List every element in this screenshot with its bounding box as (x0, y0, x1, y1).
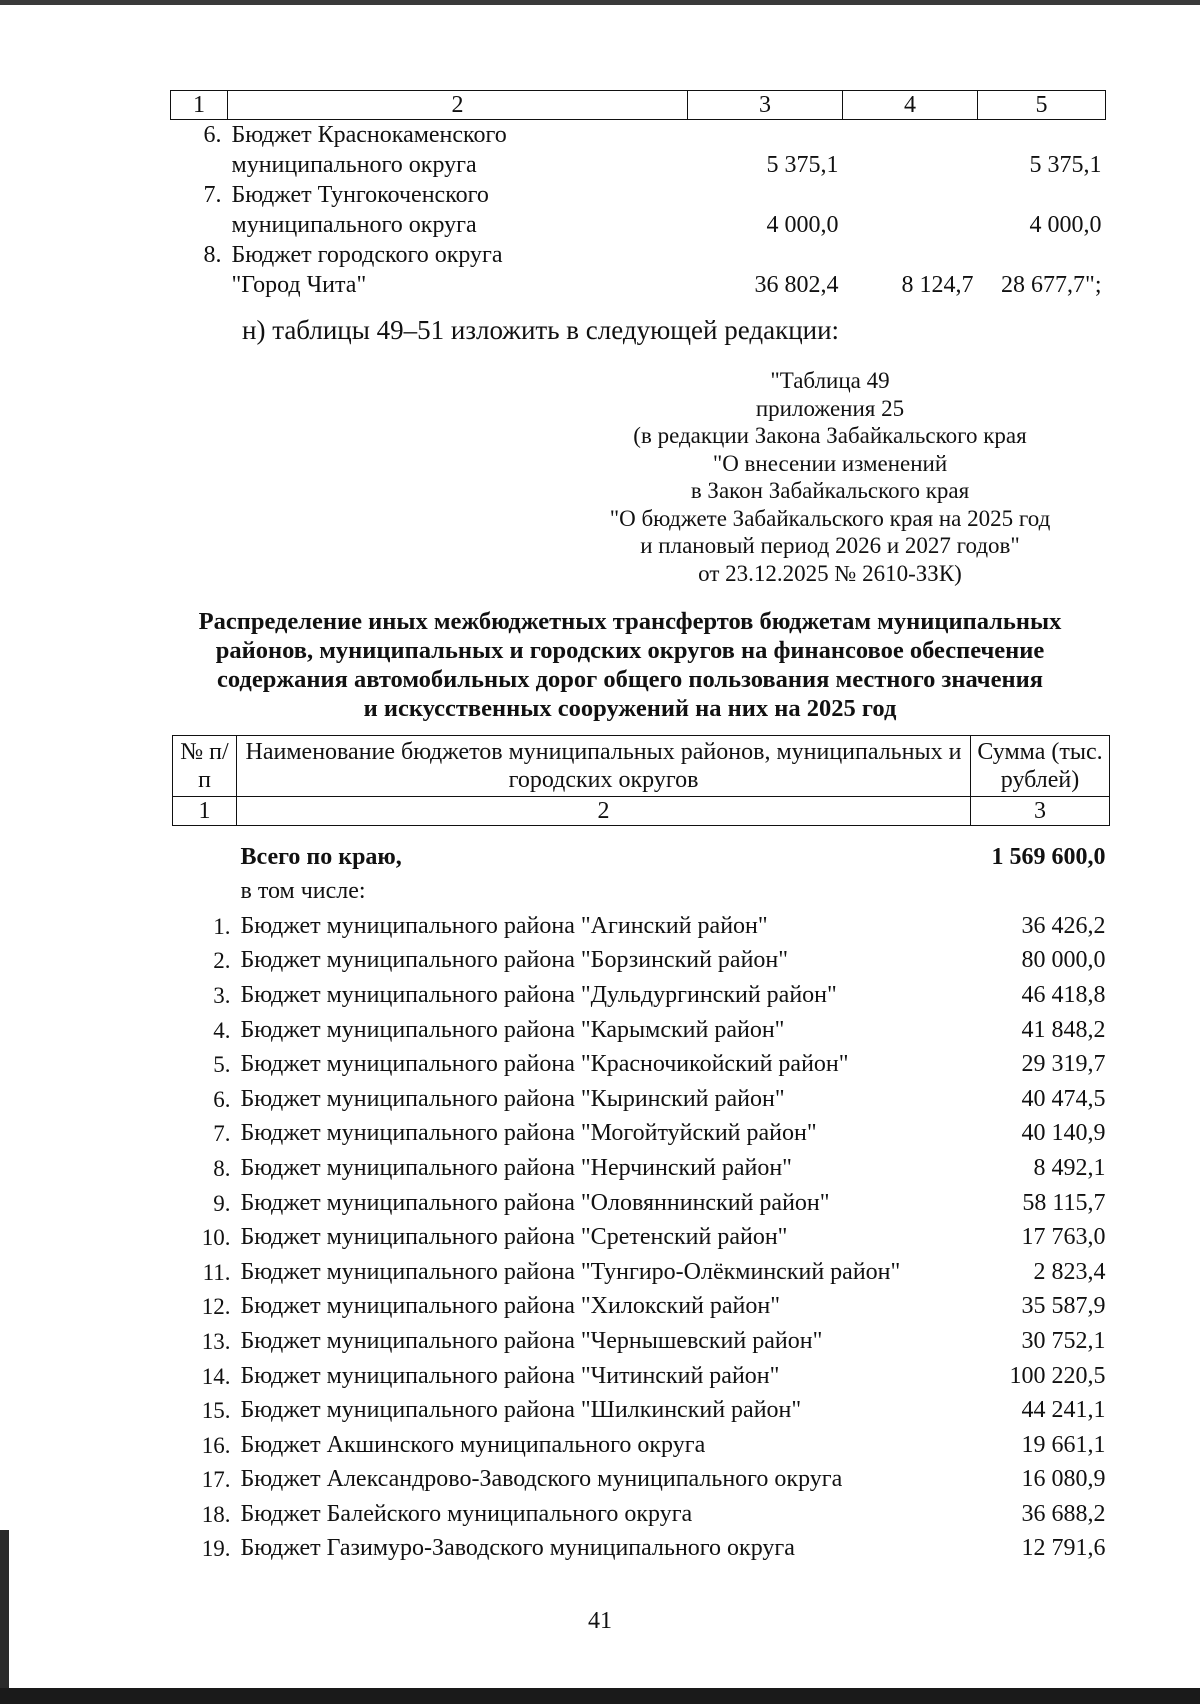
row-index: 18. (201, 1501, 231, 1527)
row-value: 5 375,1 (766, 152, 839, 178)
row-name: Бюджет муниципального района "Хилокский район" (240, 1293, 781, 1320)
row-index: 8. (213, 1155, 231, 1181)
total-value: 1 569 600,0 (991, 843, 1106, 870)
table-row (173, 1493, 1110, 1528)
row-index: 17. (201, 1467, 231, 1493)
row-value: 80 000,0 (1021, 947, 1106, 974)
table-row (173, 1459, 1110, 1494)
col-number-cell: 3 (971, 797, 1110, 826)
row-index: 15. (201, 1398, 231, 1424)
row-index: 13. (201, 1328, 231, 1354)
row-value: 36 802,4 (754, 272, 839, 298)
row-value: 8 492,1 (1033, 1154, 1106, 1181)
col-number-cell: 3 (688, 91, 843, 120)
row-index: 12. (201, 1294, 231, 1320)
row-name: Бюджет муниципального района "Могойтуйский район" (240, 1120, 817, 1147)
row-name: Бюджет муниципального района "Карымский район" (240, 1016, 785, 1043)
page-number: 41 (588, 1608, 612, 1634)
col-number-cell: 1 (173, 797, 237, 826)
previous-table-column-numbers (171, 91, 1106, 120)
stamp-line: приложения 25 (755, 395, 905, 421)
row-name: муниципального округа (231, 152, 477, 178)
column-numbers (173, 797, 1110, 826)
row-value: 4 000,0 (1029, 212, 1102, 238)
stamp-line: в Закон Забайкальского края (690, 478, 970, 503)
row-name: Бюджет муниципального района "Нерчинский район" (240, 1154, 792, 1181)
table-row (171, 240, 1106, 270)
row-value: 28 677,7"; (1001, 272, 1102, 298)
row-index: 1. (213, 913, 231, 939)
scan-edge-top (0, 0, 1200, 5)
table-row (173, 1251, 1110, 1286)
scan-edge-bottom (0, 1688, 1200, 1704)
row-name: Бюджет муниципального района "Красночикойский район" (240, 1051, 849, 1078)
row-index: 8. (203, 242, 222, 268)
col-number-cell: 5 (978, 91, 1106, 120)
subtotal-label-row (173, 871, 1110, 906)
total-row (173, 836, 1110, 871)
row-value: 40 140,9 (1021, 1120, 1106, 1147)
row-value: 8 124,7 (901, 272, 974, 298)
row-name: Бюджет Балейского муниципального округа (240, 1500, 693, 1527)
row-value (843, 150, 978, 180)
stamp-line: и плановый период 2026 и 2027 годов" (640, 533, 1020, 558)
row-value: 100 220,5 (1009, 1362, 1106, 1389)
table-row (173, 1182, 1110, 1217)
table-row (173, 974, 1110, 1009)
row-index: 10. (201, 1225, 231, 1251)
col-number-cell: 1 (171, 91, 228, 120)
row-name: Бюджет муниципального района "Тунгиро-Олёкминский район" (240, 1258, 901, 1285)
document-title (150, 607, 1110, 723)
table-row (171, 270, 1106, 300)
row-value: 4 000,0 (766, 212, 839, 238)
subtotal-label: в том числе: (240, 878, 366, 905)
row-value: 41 848,2 (1021, 1016, 1106, 1043)
row-value: 2 823,4 (1033, 1258, 1106, 1285)
table-row (173, 1147, 1110, 1182)
table-row (173, 1217, 1110, 1252)
row-name: Бюджет муниципального района "Агинский район" (240, 912, 768, 939)
row-name: Бюджет Тунгокоченского (231, 182, 489, 208)
col-number-cell: 2 (237, 797, 971, 826)
title-line: районов, муниципальных и городских округов на финансовое обеспечение (215, 637, 1045, 664)
amendment-instruction: н) таблицы 49–51 изложить в следующей редакции: (242, 315, 840, 345)
row-index: 16. (201, 1432, 231, 1458)
row-index: 5. (213, 1052, 231, 1078)
stamp-line: "О бюджете Забайкальского края на 2025 год (609, 505, 1051, 531)
table-row (173, 1528, 1110, 1563)
stamp-line: "Таблица 49 (770, 368, 890, 393)
table-row (171, 210, 1106, 240)
row-index: 7. (213, 1121, 231, 1147)
row-index: 6. (213, 1086, 231, 1112)
row-index: 11. (202, 1259, 231, 1285)
table-row (173, 1286, 1110, 1321)
table-reference-stamp (560, 367, 1100, 587)
table-row (173, 1355, 1110, 1390)
previous-table-continuation (170, 90, 1106, 300)
stamp-line: "О внесении изменений (712, 450, 948, 476)
row-index: 3. (213, 982, 231, 1008)
table-row (173, 1044, 1110, 1079)
total-label: Всего по краю, (240, 843, 402, 870)
row-name: муниципального округа (231, 212, 477, 238)
row-name: Бюджет муниципального района "Борзинский район" (240, 947, 789, 974)
title-line: Распределение иных межбюджетных трансфертов бюджетам муниципальных (198, 608, 1062, 635)
table-row (173, 1113, 1110, 1148)
table-row (173, 1320, 1110, 1355)
row-index: 2. (213, 948, 231, 974)
row-value: 30 752,1 (1021, 1327, 1106, 1354)
row-name: Бюджет Краснокаменского (231, 122, 507, 148)
row-name: Бюджет муниципального района "Шилкинский район" (240, 1397, 802, 1424)
row-name: Бюджет Александрово-Заводского муниципального округа (240, 1466, 843, 1493)
row-value: 44 241,1 (1021, 1397, 1106, 1424)
table-row (173, 1009, 1110, 1044)
row-index: 7. (203, 182, 222, 208)
row-index: 9. (213, 1190, 231, 1216)
row-name: Бюджет муниципального района "Сретенский район" (240, 1224, 788, 1251)
row-value: 29 319,7 (1021, 1051, 1106, 1078)
table-row (173, 940, 1110, 975)
table-row (173, 1424, 1110, 1459)
row-value: 5 375,1 (1029, 152, 1102, 178)
row-value (843, 210, 978, 240)
table-row (173, 1390, 1110, 1425)
row-value: 17 763,0 (1021, 1224, 1106, 1251)
row-index: 4. (213, 1017, 231, 1043)
row-value: 16 080,9 (1021, 1466, 1106, 1493)
row-value: 19 661,1 (1021, 1431, 1106, 1458)
row-index: 6. (203, 122, 222, 148)
title-line: содержания автомобильных дорог общего пользования местного значения (217, 666, 1043, 693)
col-number-cell: 2 (228, 91, 688, 120)
row-value: 36 426,2 (1021, 912, 1106, 939)
header-num: № п/п (173, 736, 237, 797)
table-row (171, 150, 1106, 180)
row-index: 19. (201, 1536, 231, 1562)
table-row (173, 905, 1110, 940)
table-row (171, 120, 1106, 151)
row-value: 46 418,8 (1021, 981, 1106, 1008)
row-name: Бюджет Газимуро-Заводского муниципального округа (240, 1535, 795, 1562)
row-value: 35 587,9 (1021, 1293, 1106, 1320)
row-name: Бюджет муниципального района "Кыринский район" (240, 1085, 785, 1112)
header-sum: Сумма (тыс. рублей) (971, 736, 1110, 797)
row-value: 40 474,5 (1021, 1085, 1106, 1112)
stamp-line: (в редакции Закона Забайкальского края (633, 423, 1027, 448)
row-name: Бюджет муниципального района "Чернышевский район" (240, 1327, 823, 1354)
header-name: Наименование бюджетов муниципальных районов, муниципальных и городских округов (237, 736, 971, 797)
table-header (173, 736, 1110, 797)
row-name: Бюджет муниципального района "Читинский район" (240, 1362, 780, 1389)
transfers-table (172, 735, 1110, 1562)
row-name: Бюджет городского округа (231, 242, 503, 268)
row-name: Бюджет муниципального района "Оловяннинский район" (240, 1189, 830, 1216)
stamp-line: от 23.12.2025 № 2610-ЗЗК) (698, 560, 962, 586)
table-row (171, 180, 1106, 210)
table-row (173, 1078, 1110, 1113)
row-value: 36 688,2 (1021, 1500, 1106, 1527)
title-line: и искусственных сооружений на них на 2025 год (363, 695, 897, 722)
row-index: 14. (201, 1363, 231, 1389)
row-name: "Город Чита" (231, 272, 367, 298)
col-number-cell: 4 (843, 91, 978, 120)
row-value: 12 791,6 (1021, 1535, 1106, 1562)
row-value: 58 115,7 (1022, 1189, 1106, 1216)
row-name: Бюджет муниципального района "Дульдургинский район" (240, 981, 837, 1008)
row-name: Бюджет Акшинского муниципального округа (240, 1431, 706, 1458)
